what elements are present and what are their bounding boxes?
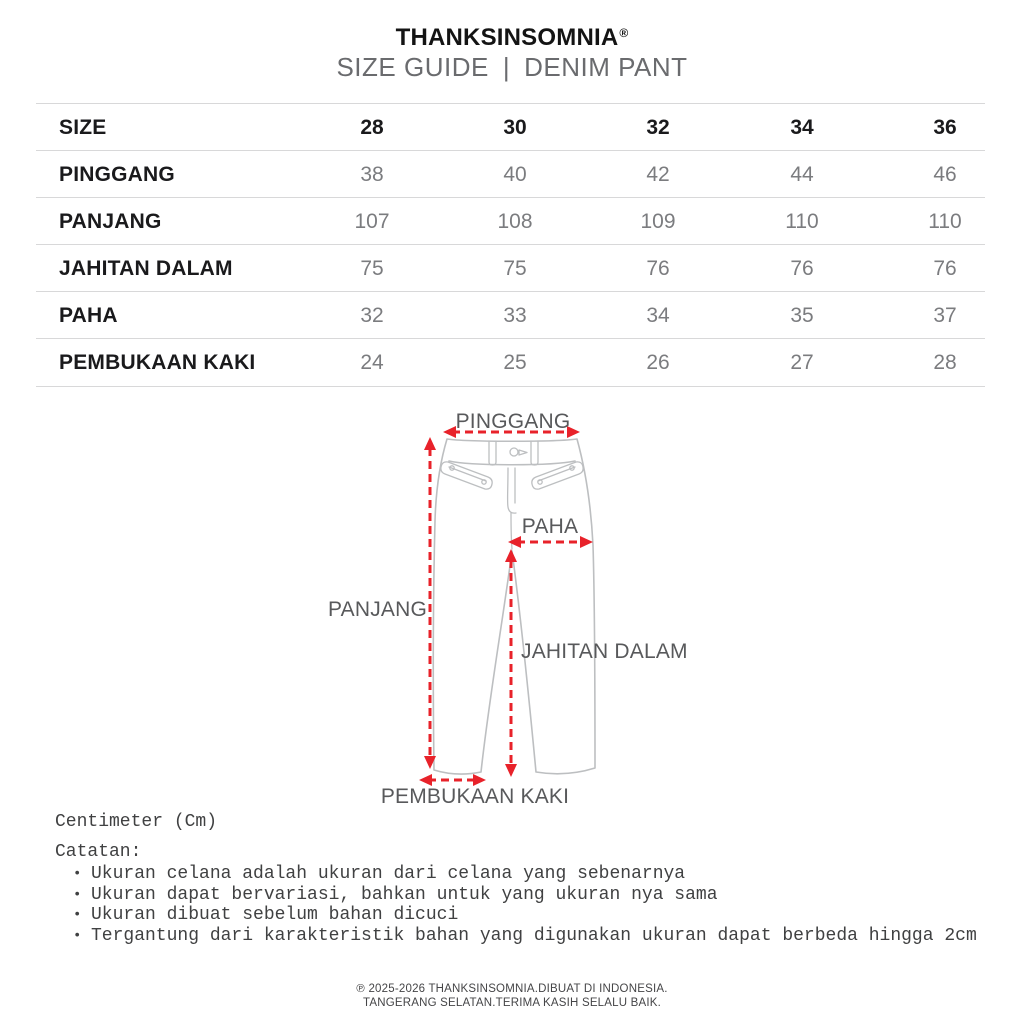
waist-label: PINGGANG [455, 410, 571, 433]
size-value: 28 [360, 116, 384, 139]
cell-value: 109 [640, 210, 676, 233]
cell-value: 38 [360, 163, 384, 186]
row-label: PEMBUKAAN KAKI [59, 351, 256, 374]
size-value: 34 [790, 116, 814, 139]
size-value: 30 [503, 116, 527, 139]
belt-loop-left [489, 441, 496, 465]
length-label: PANJANG [327, 598, 427, 621]
row-label: PINGGANG [59, 163, 175, 186]
cell-value: 27 [790, 351, 814, 374]
note-text: Tergantung dari karakteristik bahan yang digunakan ukuran dapat berbeda hingga 2cm [91, 925, 977, 946]
row-label: JAHITAN DALAM [59, 257, 233, 280]
note-text: Ukuran dapat bervariasi, bahkan untuk yang ukuran nya sama [91, 884, 718, 905]
leg-opening-label: PEMBUKAAN KAKI [380, 785, 570, 808]
cell-value: 28 [933, 351, 957, 374]
note-item [73, 905, 977, 926]
waistband-seam [449, 461, 575, 465]
bullet-icon: • [73, 907, 82, 923]
bullet-icon: • [73, 927, 82, 944]
cell-value: 107 [354, 210, 390, 233]
arrowhead-up [424, 437, 436, 450]
size-value: 36 [933, 116, 957, 139]
cell-value: 42 [646, 163, 670, 186]
copyright-line-1: ℗ 2025-2026 THANKSINSOMNIA.DIBUAT DI INDONESIA. [356, 983, 668, 995]
cell-value: 25 [503, 351, 527, 374]
notes-title: Catatan: [55, 842, 142, 862]
notes-list [73, 864, 977, 946]
brand-name: THANKSINSOMNIA [395, 24, 619, 51]
belt-loop-right [531, 441, 538, 465]
copyright-line-2: TANGERANG SELATAN.TERIMA KASIH SELALU BAIK. [362, 996, 662, 1009]
cell-value: 35 [790, 304, 814, 327]
cell-value: 110 [785, 210, 819, 233]
registered-trademark: ® [619, 26, 629, 40]
cell-value: 37 [933, 304, 957, 327]
cell-value: 44 [790, 163, 814, 186]
arrowhead-left [508, 536, 521, 548]
note-item [73, 926, 977, 947]
thigh-label: PAHA [521, 515, 579, 538]
buttonhole-tab [519, 450, 527, 455]
subtitle-divider: | [502, 52, 511, 82]
row-label: PAHA [59, 304, 118, 327]
cell-value: 46 [933, 163, 957, 186]
measurement-arrows [419, 426, 593, 786]
cell-value: 110 [928, 210, 962, 233]
size-value: 32 [646, 116, 670, 139]
cell-value: 76 [646, 257, 670, 280]
unit-note: Centimeter (Cm) [55, 812, 218, 832]
row-label: SIZE [59, 116, 107, 139]
cell-value: 75 [360, 257, 384, 280]
waist-button [510, 448, 518, 456]
cell-value: 24 [360, 351, 384, 374]
pocket-right [532, 462, 583, 489]
pocket-left [441, 462, 492, 489]
subtitle-size-guide: SIZE GUIDE [336, 52, 489, 82]
copyright [0, 983, 1024, 1010]
cell-value: 75 [503, 257, 527, 280]
cell-value: 108 [497, 210, 533, 233]
cell-value: 33 [503, 304, 527, 327]
inseam-label: JAHITAN DALAM [521, 640, 688, 663]
bullet-icon: • [73, 886, 82, 903]
subtitle-denim-pant: DENIM PANT [524, 52, 688, 82]
note-text: Ukuran dibuat sebelum bahan dicuci [91, 905, 459, 925]
cell-value: 34 [646, 304, 670, 327]
cell-value: 32 [360, 304, 384, 327]
cell-value: 40 [503, 163, 527, 186]
arrowhead-right [580, 536, 593, 548]
cell-value: 26 [646, 351, 670, 374]
note-item [73, 864, 977, 885]
bullet-icon: • [73, 866, 82, 882]
note-text: Ukuran celana adalah ukuran dari celana yang sebenarnya [91, 864, 686, 884]
row-label: PANJANG [59, 210, 162, 233]
arrowhead-left [443, 426, 456, 438]
cell-value: 76 [933, 257, 957, 280]
pants-outline [433, 439, 595, 774]
cell-value: 76 [790, 257, 814, 280]
arrowhead-up [505, 549, 517, 562]
note-item [73, 885, 977, 906]
arrowhead-down [505, 764, 517, 777]
